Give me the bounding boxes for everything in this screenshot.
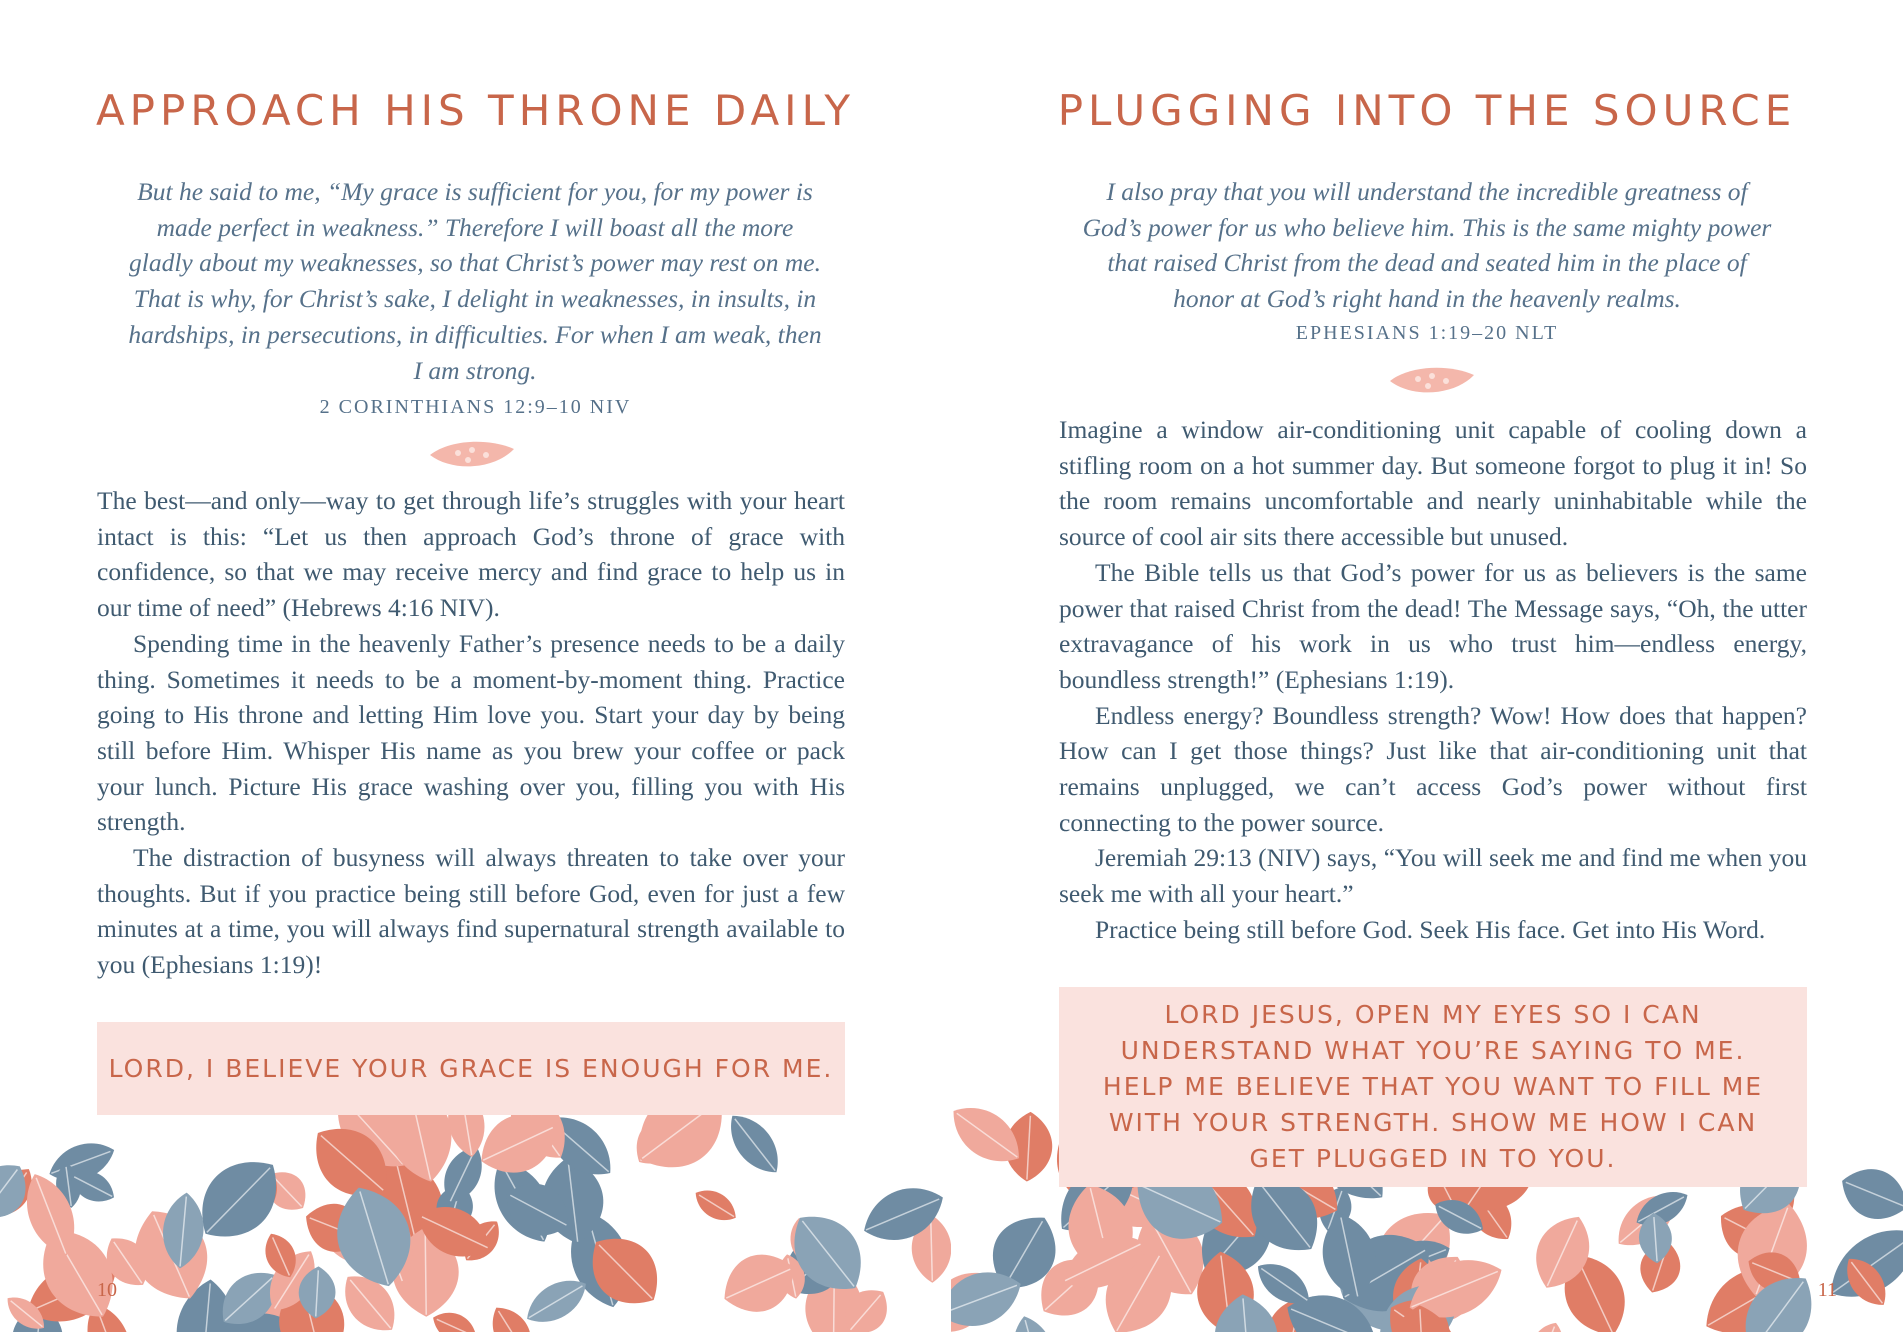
body-paragraph: The distraction of busyness will always threaten to take over your thoughts. But if you practice being still before God, even for just a few minutes at a time, you will always find supernatural strength available to you (Ephesians 1:19)!: [97, 843, 845, 980]
left-page: [0, 0, 951, 1332]
leaf-shape: [1526, 1318, 1570, 1332]
page-title: APPROACH HIS THRONE DAILY: [95, 86, 856, 135]
right-page: [951, 0, 1903, 1332]
leaf-shape: [719, 1105, 790, 1183]
leaf-divider-icon: [1388, 364, 1476, 398]
prayer-text: LORD JESUS, OPEN MY EYES SO I CAN UNDERSTAND WHAT YOU’RE SAYING TO ME. HELP ME BELIEVE THAT YOU WANT TO FILL ME WITH YOUR STRENGTH. SHOW ME HOW I CAN GET PLUGGED IN TO YOU.: [1102, 1000, 1764, 1173]
body-paragraph: Jeremiah 29:13 (NIV) says, “You will seek me and find me when you seek me with all your heart.”: [1059, 843, 1807, 909]
leaf-divider-icon: [428, 438, 516, 472]
body-paragraph: Spending time in the heavenly Father’s presence needs to be a daily thing. Sometimes it needs to be a moment-by-moment thing. Practice going to His throne and letting Him love you. Start your day by being still before Him. Whisper His name as you brew your coffee or pack your lunch. Picture His grace washing over you, filling you with His strength.: [97, 628, 845, 837]
prayer-text: LORD, I BELIEVE YOUR GRACE IS ENOUGH FOR ME.: [108, 1054, 834, 1083]
scripture-reference: EPHESIANS 1:19–20 NLT: [1295, 322, 1559, 344]
page-title: PLUGGING INTO THE SOURCE: [1057, 86, 1797, 135]
scripture-verse: But he said to me, “My grace is sufficient for you, for my power is made perfect in weakness.” Therefore I will boast all the more gladly about my weaknesses, so that Christ’s power may rest on me. That is why, for Christ’s sake, I delight in weaknesses, in insults, in hardships, in persecutions, in difficulties. For when I am weak, then I am strong.: [128, 177, 822, 385]
body-paragraph: The Bible tells us that God’s power for us as believers is the same power that raised Christ from the dead! The Message says, “Oh, the utter extravagance of his work in us who trust him—endless energy, boundless strength!” (Ephesians 1:19).: [1059, 557, 1807, 694]
body-paragraph: The best—and only—way to get through life’s struggles with your heart intact is this: “Let us then approach God’s throne of grace with confidence, so that we may receive mercy and find grace to help us in our time of need” (Hebrews 4:16 NIV).: [97, 486, 845, 623]
body-paragraph: Endless energy? Boundless strength? Wow! How does that happen? How can I get those things? Just like that air-conditioning unit that remains unplugged, we can’t access God’s power without first connecting to the power source.: [1059, 700, 1807, 837]
body-paragraph: Practice being still before God. Seek His face. Get into His Word.: [1095, 914, 1766, 944]
leaf-shape: [1006, 1311, 1062, 1332]
scripture-verse: I also pray that you will understand the incredible greatness of God’s power for us who believe him. This is the same mighty power that raised Christ from the dead and seated him in the place of honor at God’s right hand in the heavenly realms.: [1082, 177, 1772, 314]
devotional-body: [1059, 412, 1807, 948]
page-number: 10: [97, 1279, 117, 1301]
devotional-body: [97, 483, 845, 983]
leaf-pattern-left: [0, 1102, 951, 1332]
page-number: 11: [1817, 1279, 1837, 1301]
body-paragraph: Imagine a window air-conditioning unit capable of cooling down a stifling room on a hot summer day. But someone forgot to plug it in! So the room remains uncomfortable and nearly uninhabitable while the source of cool air sits there accessible but unused.: [1059, 415, 1807, 552]
scripture-reference: 2 CORINTHIANS 12:9–10 NIV: [319, 396, 632, 418]
prayer-box: [97, 1022, 845, 1115]
leaf-shape: [689, 1182, 742, 1228]
leaf-shape: [1833, 1158, 1903, 1230]
prayer-box: [1059, 987, 1807, 1187]
